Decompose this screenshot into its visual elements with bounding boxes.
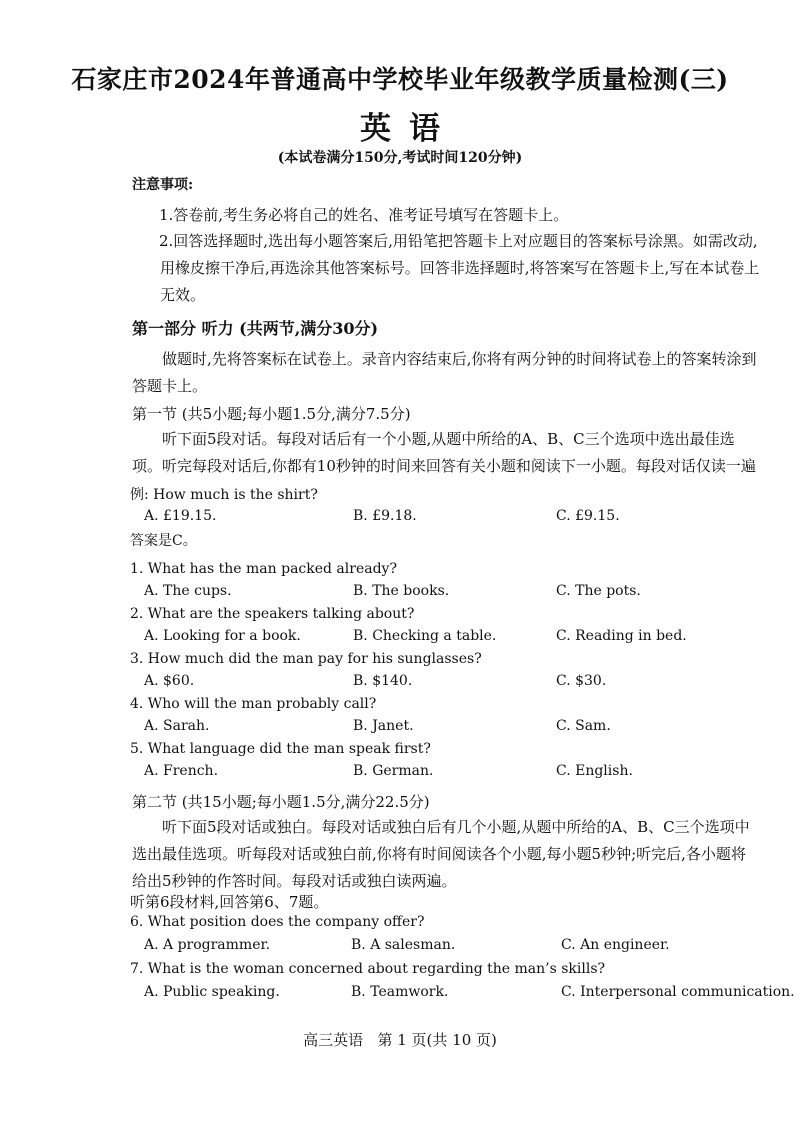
question-7: 7. What is the woman concerned about regarding the man’s skills?	[130, 961, 606, 977]
q5-option-c: C. English.	[556, 763, 633, 779]
q1-option-a: A. The cups.	[144, 583, 232, 599]
subject-title: 英语	[360, 111, 458, 147]
q3-option-b: B. $140.	[353, 673, 413, 689]
question-2: 2. What are the speakers talking about?	[130, 606, 415, 622]
example-option-a: A. £19.15.	[144, 508, 217, 524]
example-question: 例: How much is the shirt?	[130, 487, 318, 503]
example-answer: 答案是C。	[130, 533, 197, 549]
q2-option-b: B. Checking a table.	[353, 628, 497, 644]
section2-instruction: 听下面5段对话或独白。每段对话或独白后有几个小题,从题中所给的A、B、C三个选项中选出最佳选项。听每段对话或独白前,你将有时间阅读各个小题,每小题5秒钟;听完后,各小题将给出5秒钟的作答时间。每段对话或独白读两遍。	[132, 818, 750, 890]
q3-option-c: C. $30.	[556, 673, 607, 689]
q7-option-c: C. Interpersonal communication.	[561, 984, 795, 1000]
q4-option-c: C. Sam.	[556, 718, 611, 734]
material-label: 听第6段材料,回答第6、7题。	[130, 893, 329, 911]
question-6: 6. What position does the company offer?	[130, 914, 425, 930]
part1-title: 第一部分 听力 (共两节,满分30分)	[132, 319, 379, 338]
q6-option-b: B. A salesman.	[351, 937, 456, 953]
q3-option-a: A. $60.	[144, 673, 195, 689]
q5-option-b: B. German.	[353, 763, 434, 779]
q7-option-b: B. Teamwork.	[351, 984, 449, 1000]
exam-info: (本试卷满分150分,考试时间120分钟)	[277, 150, 523, 166]
example-option-c: C. £9.15.	[556, 508, 620, 524]
question-5: 5. What language did the man speak first?	[130, 741, 431, 757]
q4-option-a: A. Sarah.	[144, 718, 210, 734]
q5-option-a: A. French.	[144, 763, 219, 779]
q7-option-a: A. Public speaking.	[144, 984, 280, 1000]
q2-option-a: A. Looking for a book.	[144, 628, 301, 644]
question-1: 1. What has the man packed already?	[130, 561, 397, 577]
notice-title: 注意事项:	[132, 177, 194, 193]
section1-title: 第一节 (共5小题;每小题1.5分,满分7.5分)	[132, 405, 411, 423]
question-3: 3. How much did the man pay for his sunglasses?	[130, 651, 482, 667]
q1-option-b: B. The books.	[353, 583, 450, 599]
part1-instruction: 做题时,先将答案标在试卷上。录音内容结束后,你将有两分钟的时间将试卷上的答案转涂到答题卡上。	[132, 350, 757, 395]
q6-option-a: A. A programmer.	[144, 937, 271, 953]
section2-title: 第二节 (共15小题;每小题1.5分,满分22.5分)	[132, 793, 430, 811]
q1-option-c: C. The pots.	[556, 583, 641, 599]
example-option-b: B. £9.18.	[353, 508, 417, 524]
page-footer: 高三英语 第 1 页(共 10 页)	[303, 1031, 497, 1049]
q2-option-c: C. Reading in bed.	[556, 628, 687, 644]
notice-item-1: 1.答卷前,考生务必将自己的姓名、准考证号填写在答题卡上。	[159, 206, 569, 224]
question-4: 4. Who will the man probably call?	[130, 696, 377, 712]
notice-item-2: 2.回答选择题时,选出每小题答案后,用铅笔把答题卡上对应题目的答案标号涂黑。如需改动,用橡皮擦干净后,再选涂其他答案标号。回答非选择题时,将答案写在答题卡上,写在本试卷上无效。	[159, 232, 760, 304]
q6-option-c: C. An engineer.	[561, 937, 670, 953]
section1-instruction: 听下面5段对话。每段对话后有一个小题,从题中所给的A、B、C三个选项中选出最佳选项。听完每段对话后,你都有10秒钟的时间来回答有关小题和阅读下一小题。每段对话仅读一遍	[132, 430, 756, 475]
exam-title: 石家庄市2024年普通高中学校毕业年级教学质量检测(三)	[71, 65, 729, 94]
q4-option-b: B. Janet.	[353, 718, 414, 734]
